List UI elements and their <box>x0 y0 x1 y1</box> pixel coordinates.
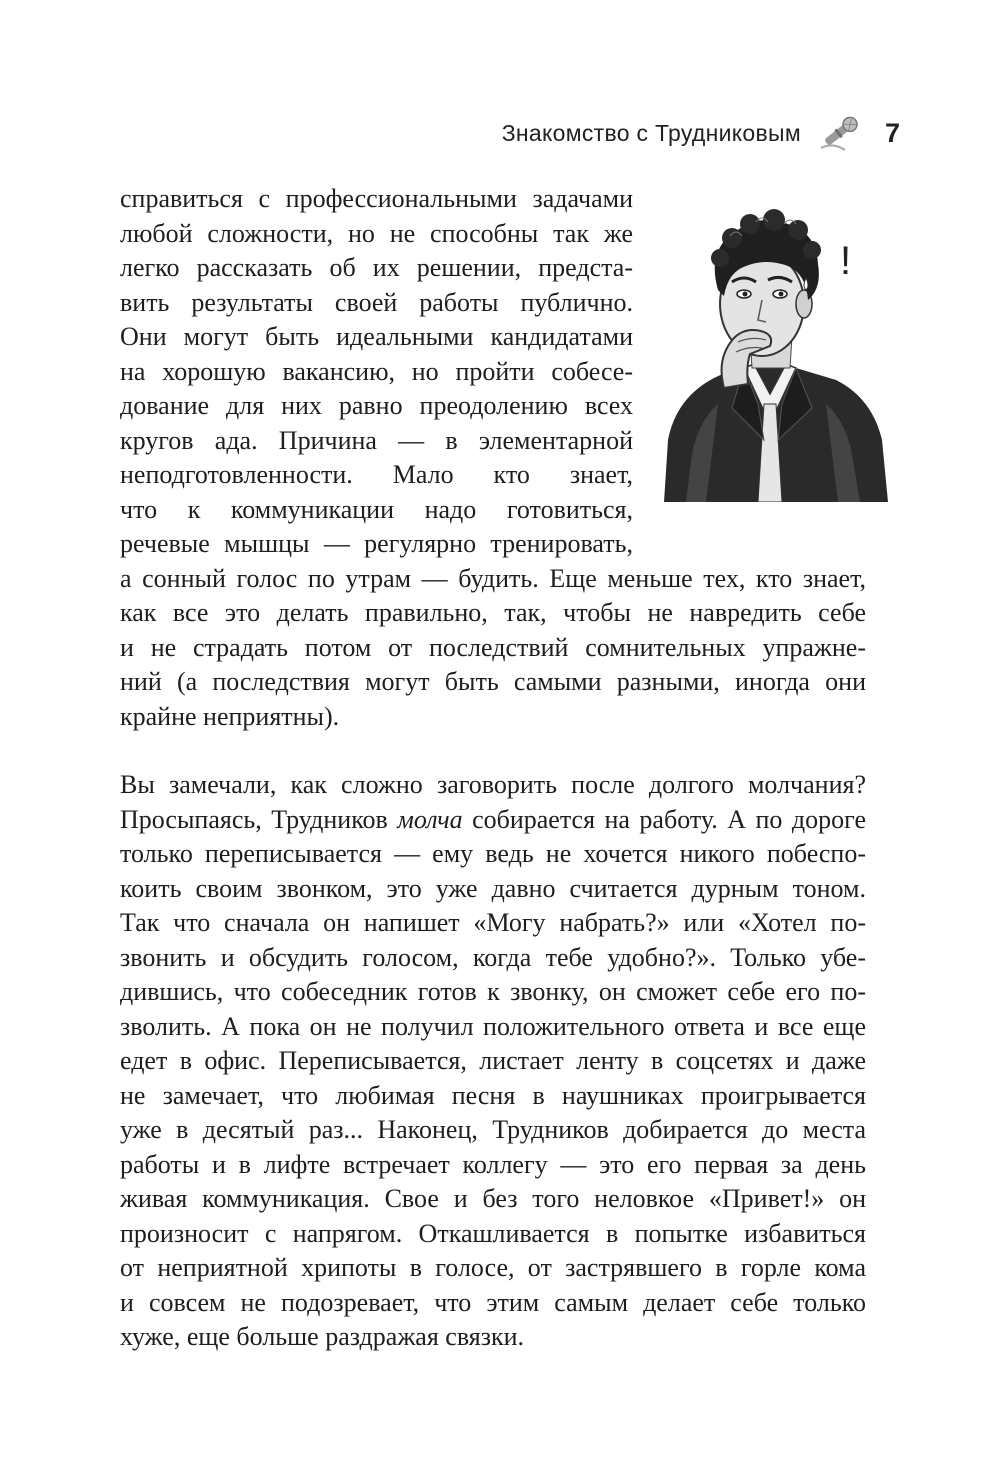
text-line: хуже, еще больше раздражая связки. <box>120 1322 525 1351</box>
text-line: легко рассказать об их решении, предста- <box>120 253 633 282</box>
text-line: и не страдать потом от последствий сомнительных упражне- <box>120 632 866 662</box>
text-line: зволить. А пока он не получил положительного ответа и все еще <box>120 1011 866 1041</box>
text-line: любой сложности, но не способны так же <box>120 218 633 248</box>
text-line: только переписывается — ему ведь не хочется никого побеспо- <box>120 839 866 868</box>
running-title: Знакомство с Трудниковым <box>501 119 801 146</box>
text-line: Так что сначала он напишет «Могу набрать?» или «Хотел по- <box>120 908 866 937</box>
text-line: дование для них равно преодолению всех <box>120 391 633 420</box>
text-line <box>120 803 866 838</box>
paragraph-2 <box>120 768 866 1355</box>
text-line: дившись, что собеседник готов к звонку, он сможет себе его по- <box>120 977 866 1006</box>
text-line: вить результаты своей работы публично. <box>120 287 633 317</box>
body-text <box>120 182 866 1355</box>
text-line: произносит с напрягом. Откашливается в попытке избавиться <box>120 1218 866 1248</box>
paragraph-gap <box>120 734 866 768</box>
text-line: Вы замечали, как сложно заговорить после долгого молчания? <box>120 770 866 799</box>
text-line: Они могут быть идеальными кандидатами <box>120 322 633 351</box>
text-line: коить своим звонком, это уже давно считается дурным тоном. <box>120 873 866 903</box>
text-line: на хорошую вакансию, но пройти собесе- <box>120 356 633 386</box>
text-line: и совсем не подозревает, что этим самым делает себе только <box>120 1287 866 1317</box>
microphone-icon <box>815 112 863 154</box>
text-line: кругов ада. Причина — в элементарной <box>120 425 633 455</box>
text-line: крайне неприятны). <box>120 701 340 731</box>
text-line: работы и в лифте встречает коллегу — это его первая за день <box>120 1149 866 1179</box>
exclamation-mark: ! <box>840 239 852 283</box>
text-line: справиться с профессиональными задачами <box>120 184 633 213</box>
text-fragment: собирается на работу. А по дороге <box>462 804 866 834</box>
text-fragment: Просыпаясь, Трудников <box>120 804 398 834</box>
text-line: речевые мышцы — регулярно тренировать, <box>120 529 633 558</box>
text-line: а сонный голос по утрам — будить. Еще меньше тех, кто знает, <box>120 563 866 593</box>
paragraph-1-narrow <box>120 182 866 562</box>
text-line: ний (а последствия могут быть самыми разными, иногда они <box>120 667 866 696</box>
paragraph-1-wide <box>120 562 866 735</box>
text-line: неподготовленности. Мало кто знает, <box>120 460 633 489</box>
emphasis-word: молча <box>397 804 463 834</box>
text-line: едет в офис. Переписывается, листает ленту в соцсетях и даже <box>120 1046 866 1075</box>
text-line: что к коммуникации надо готовиться, <box>120 494 633 524</box>
text-line: не замечает, что любимая песня в наушниках проигрывается <box>120 1080 866 1110</box>
running-header <box>502 112 900 154</box>
text-line: от неприятной хрипоты в голосе, от застрявшего в горле кома <box>120 1253 866 1282</box>
text-line: звонить и обсудить голосом, когда тебе удобно?». Только убе- <box>120 942 866 972</box>
text-line: живая коммуникация. Свое и без того неловкое «Привет!» он <box>120 1184 866 1213</box>
page-number: 7 <box>884 117 900 148</box>
text-line: уже в десятый раз... Наконец, Трудников добирается до места <box>120 1115 866 1144</box>
text-line: как все это делать правильно, так, чтобы не навредить себе <box>120 598 866 627</box>
